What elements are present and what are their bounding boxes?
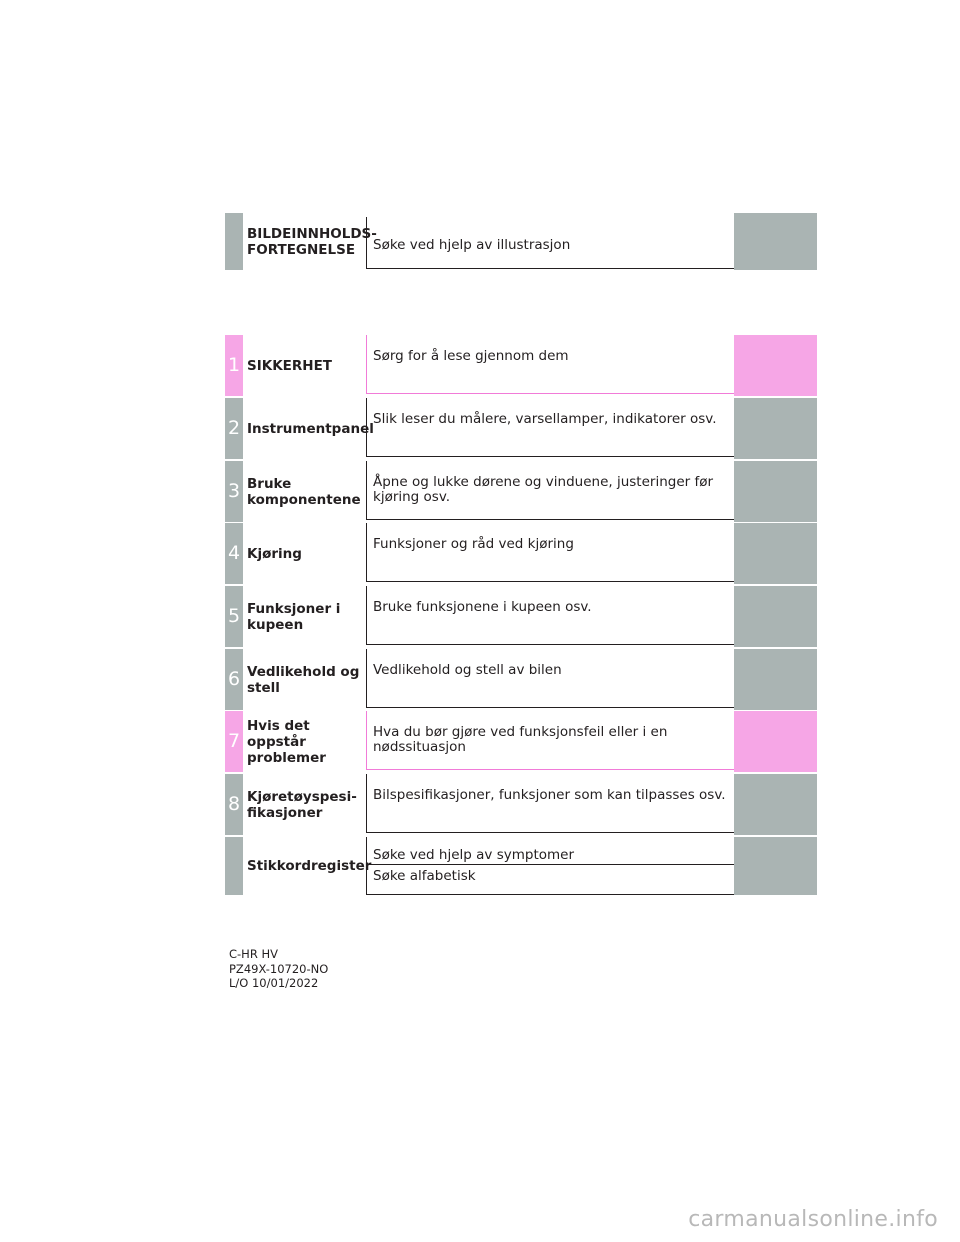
chapter-2-number: 2 — [225, 398, 243, 459]
index-tab — [225, 837, 243, 895]
chapter-3-description-box — [366, 461, 734, 520]
chapter-7-row[interactable] — [225, 711, 817, 772]
chapter-6-description-box — [366, 649, 734, 708]
chapter-6-title-line-1: Vedlikehold og — [247, 663, 360, 680]
index-description-box — [366, 837, 734, 895]
footer-model: C-HR HV — [229, 947, 278, 961]
chapter-5-title — [247, 586, 367, 647]
chapter-2-description — [373, 412, 728, 427]
chapter-3-row[interactable] — [225, 461, 817, 522]
chapter-7-title — [247, 711, 367, 772]
chapter-5-number: 5 — [225, 586, 243, 647]
chapter-4-title-line: Kjøring — [247, 545, 302, 562]
chapter-5-right-tab[interactable] — [734, 586, 817, 647]
chapter-2-description-line: Slik leser du målere, varsellamper, indikatorer osv. — [373, 411, 717, 427]
chapter-6-right-tab[interactable] — [734, 649, 817, 710]
chapter-7-description-box — [366, 711, 734, 770]
chapter-8-number: 8 — [225, 774, 243, 835]
chapter-7-title-line-2: problemer — [247, 749, 326, 766]
picture-index-title-line-1: BILDEINNHOLDS- — [247, 225, 377, 242]
chapter-5-description-box — [366, 586, 734, 645]
picture-index-tab — [225, 213, 243, 270]
index-item-symptoms-label: Søke ved hjelp av symptomer — [373, 847, 574, 863]
chapter-3-description-line-2: kjøring osv. — [373, 489, 451, 505]
chapter-1-number: 1 — [225, 335, 243, 396]
watermark: carmanualsonline.info — [688, 1207, 938, 1232]
chapter-4-right-tab[interactable] — [734, 523, 817, 584]
chapter-3-description — [373, 475, 728, 505]
chapter-6-description-line: Vedlikehold og stell av bilen — [373, 662, 562, 678]
chapter-7-title-line-1: Hvis det oppstår — [247, 717, 310, 750]
chapter-2-right-tab[interactable] — [734, 398, 817, 459]
chapter-1-title — [247, 335, 367, 396]
chapter-1-right-tab[interactable] — [734, 335, 817, 396]
chapter-2-title-line: Instrumentpanel — [247, 420, 374, 437]
picture-index-description: Søke ved hjelp av illustrasjon — [373, 237, 571, 253]
chapter-5-title-line-1: Funksjoner i — [247, 600, 341, 617]
index-row[interactable] — [225, 837, 817, 895]
chapter-1-description-box — [366, 335, 734, 394]
chapter-7-right-tab[interactable] — [734, 711, 817, 772]
footer-part-number: PZ49X-10720-NO — [229, 961, 329, 976]
chapter-6-title — [247, 649, 367, 710]
chapter-8-title-line-2: fikasjoner — [247, 804, 323, 821]
chapter-6-row[interactable] — [225, 649, 817, 710]
chapter-2-description-box — [366, 398, 734, 457]
chapter-6-number: 6 — [225, 649, 243, 710]
index-title — [247, 837, 372, 895]
chapter-5-title-line-2: kupeen — [247, 616, 304, 633]
picture-index-title-line-2: FORTEGNELSE — [247, 241, 356, 258]
chapter-4-description-box — [366, 523, 734, 582]
chapter-4-number: 4 — [225, 523, 243, 584]
chapter-5-description-line: Bruke funksjonene i kupeen osv. — [373, 599, 592, 615]
document-footer — [229, 947, 328, 991]
chapter-6-description — [373, 663, 728, 678]
chapter-2-row[interactable] — [225, 398, 817, 459]
chapter-3-number: 3 — [225, 461, 243, 522]
chapter-8-title — [247, 774, 367, 835]
chapter-5-row[interactable] — [225, 586, 817, 647]
picture-index-row[interactable] — [225, 213, 817, 270]
chapter-8-right-tab[interactable] — [734, 774, 817, 835]
index-item-alphabetical-label: Søke alfabetisk — [373, 868, 476, 884]
chapter-3-title-line-2: komponentene — [247, 491, 361, 508]
chapter-5-description — [373, 600, 728, 615]
chapter-4-description — [373, 537, 728, 552]
picture-index-right-tab[interactable] — [734, 213, 817, 270]
chapter-3-title-line-1: Bruke — [247, 475, 292, 492]
picture-index-title — [247, 213, 377, 270]
chapter-8-description-box — [366, 774, 734, 833]
chapter-7-description — [373, 725, 728, 755]
chapter-3-title — [247, 461, 367, 522]
chapter-3-right-tab[interactable] — [734, 461, 817, 522]
chapter-6-title-line-2: stell — [247, 679, 280, 696]
index-title-text: Stikkordregister — [247, 858, 372, 874]
picture-index-description-box — [366, 217, 734, 269]
chapter-7-description-line: Hva du bør gjøre ved funksjonsfeil eller i en nødssituasjon — [373, 724, 668, 755]
chapter-1-title-line: SIKKERHET — [247, 357, 333, 374]
chapter-1-row[interactable] — [225, 335, 817, 396]
chapter-2-title — [247, 398, 374, 459]
chapter-7-number: 7 — [225, 711, 243, 772]
footer-date: L/O 10/01/2022 — [229, 976, 319, 990]
chapter-4-description-line: Funksjoner og råd ved kjøring — [373, 536, 574, 552]
chapter-8-description-line: Bilspesifikasjoner, funksjoner som kan tilpasses osv. — [373, 787, 726, 803]
chapter-1-description — [373, 349, 728, 364]
index-item-alphabetical[interactable] — [367, 865, 734, 894]
chapter-1-description-line: Sørg for å lese gjennom dem — [373, 348, 569, 364]
chapter-4-title — [247, 523, 367, 584]
index-item-symptoms[interactable] — [367, 837, 734, 865]
chapter-3-description-line-1: Åpne og lukke dørene og vinduene, justeringer før — [373, 474, 714, 490]
chapter-8-title-line-1: Kjøretøyspesi- — [247, 788, 357, 805]
chapter-8-description — [373, 788, 728, 803]
index-right-tab[interactable] — [734, 837, 817, 895]
chapter-4-row[interactable] — [225, 523, 817, 584]
chapter-8-row[interactable] — [225, 774, 817, 835]
